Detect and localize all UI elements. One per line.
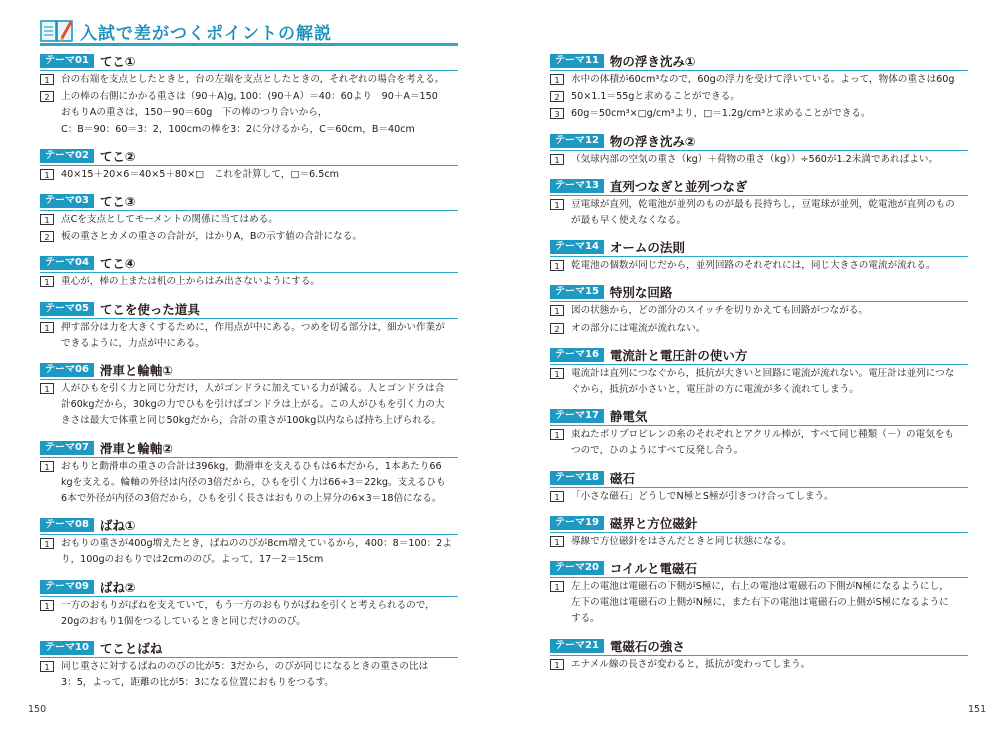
theme-title: 直列つなぎと並列つなぎ bbox=[609, 178, 748, 194]
question-number: 2 bbox=[40, 231, 54, 242]
answer-line: 一方のおもりがばねを支えていて，もう一方のおもりがばねを引くと考えられるので， bbox=[61, 599, 435, 611]
answer-text bbox=[61, 274, 458, 290]
theme-section bbox=[40, 147, 458, 183]
answer-text bbox=[571, 258, 968, 274]
theme-badge: テーマ14 bbox=[550, 240, 604, 254]
answer-text bbox=[571, 366, 968, 398]
theme-heading bbox=[550, 637, 968, 656]
theme-heading bbox=[40, 254, 458, 273]
answer-line: 導線で方位磁針をはさんだときと同じ状態になる。 bbox=[571, 535, 792, 547]
theme-heading bbox=[40, 300, 458, 319]
theme-title: 磁石 bbox=[609, 470, 635, 486]
theme-section bbox=[40, 578, 458, 630]
answer-line: エナメル線の長さが変わると，抵抗が変わってしまう。 bbox=[571, 658, 811, 670]
right-page bbox=[510, 0, 1000, 733]
answer-item bbox=[40, 212, 458, 228]
question-number: 1 bbox=[40, 169, 54, 180]
answer-text bbox=[61, 72, 458, 88]
theme-heading bbox=[550, 559, 968, 578]
answer-line: 乾電池の個数が同じだから，並列回路のそれぞれには，同じ大きさの電流が流れる。 bbox=[571, 260, 936, 272]
answer-text bbox=[571, 579, 968, 628]
theme-badge: テーマ01 bbox=[40, 54, 94, 68]
page-number: 151 bbox=[968, 704, 987, 715]
answer-line: 40×15＋20×6＝40×5＋80×□ これを計算して，□＝6.5cm bbox=[61, 168, 339, 180]
answer-line: 豆電球が直列，乾電池が並列のものが最も長持ちし，豆電球が並列，乾電池が直列のもの bbox=[571, 198, 955, 210]
answer-item bbox=[550, 303, 968, 319]
answer-text bbox=[571, 152, 968, 168]
answer-item bbox=[550, 72, 968, 88]
theme-badge: テーマ02 bbox=[40, 149, 94, 163]
answer-item bbox=[40, 229, 458, 245]
theme-section bbox=[40, 52, 458, 138]
theme-title: 電流計と電圧計の使い方 bbox=[609, 347, 748, 363]
answer-line: 3：5，よって，距離の比が5：3になる位置におもりをつるす。 bbox=[61, 677, 334, 689]
answer-item bbox=[550, 579, 968, 628]
theme-heading bbox=[40, 52, 458, 71]
answer-line: 上の棒の右側にかかる重さは（90＋A)g, 100：(90＋A）＝40：60より 90＋A＝150 bbox=[61, 91, 438, 103]
answer-line: 60g＝50cm³×□g/cm³より，□＝1.2g/cm³と求めることができる。 bbox=[571, 108, 871, 120]
theme-badge: テーマ10 bbox=[40, 641, 94, 655]
header-underline bbox=[40, 43, 458, 46]
theme-heading bbox=[550, 238, 968, 257]
question-number: 1 bbox=[550, 199, 564, 210]
theme-badge: テーマ07 bbox=[40, 441, 94, 455]
question-number: 2 bbox=[40, 91, 54, 102]
answer-line: つので，ひのようにすべて反発し合う。 bbox=[571, 445, 744, 457]
answer-line: 同じ重さに対するばねののびの比が5：3だから，のびが同じになるときの重さの比は bbox=[61, 661, 429, 673]
answer-text bbox=[571, 89, 968, 105]
question-number: 1 bbox=[550, 260, 564, 271]
answer-text bbox=[571, 657, 968, 673]
answer-text bbox=[571, 427, 968, 459]
answer-text bbox=[61, 459, 458, 508]
answer-line: 計60kgだから，30kgの力でひもを引けばゴンドラは上がる。この人がひもを引く力の大 bbox=[61, 399, 445, 411]
open-book-icon bbox=[40, 18, 74, 44]
question-number: 1 bbox=[40, 600, 54, 611]
answer-item bbox=[550, 321, 968, 337]
theme-badge: テーマ12 bbox=[550, 134, 604, 148]
answer-line: きさは最大で体重と同じ50kgだから，合計の重さが100kg以内ならば持ち上げられる。 bbox=[61, 415, 441, 427]
theme-heading bbox=[40, 192, 458, 211]
answer-line: 人がひもを引く力と同じ分だけ，人がゴンドラに加えている力が減る。人とゴンドラは合 bbox=[61, 383, 445, 395]
left-page bbox=[0, 0, 490, 733]
answer-line: 水中の体積が60cm³なので，60gの浮力を受けて浮いている。よって，物体の重さは60g bbox=[571, 74, 955, 85]
theme-badge: テーマ03 bbox=[40, 194, 94, 208]
theme-section bbox=[550, 177, 968, 229]
answer-text bbox=[61, 229, 458, 245]
question-number: 1 bbox=[550, 429, 564, 440]
theme-badge: テーマ18 bbox=[550, 471, 604, 485]
answer-item bbox=[550, 534, 968, 550]
answer-line: 電流計は直列につなぐから，抵抗が大きいと回路に電流が流れない。電圧計は並列につな bbox=[571, 367, 955, 379]
question-number: 1 bbox=[40, 74, 54, 85]
answer-text bbox=[571, 72, 968, 88]
answer-item bbox=[550, 106, 968, 122]
answer-item bbox=[550, 89, 968, 105]
question-number: 1 bbox=[40, 538, 54, 549]
theme-section bbox=[550, 637, 968, 673]
theme-heading bbox=[40, 439, 458, 458]
header-title: 入試で差がつくポイントの解説 bbox=[80, 23, 332, 44]
answer-item bbox=[40, 167, 458, 183]
answer-line: （気球内部の空気の重さ（kg）＋荷物の重さ（kg））÷560が1.2未満であればよい。 bbox=[571, 153, 939, 165]
answer-line: 左下の電池は電磁石の上側がN極に，また右下の電池は電磁石の上側がS極になるように bbox=[571, 597, 949, 609]
answer-item bbox=[40, 320, 458, 352]
answer-line: 台の右端を支点としたときと，台の左端を支点としたときの，それぞれの場合を考える。 bbox=[61, 74, 445, 85]
answer-item bbox=[550, 366, 968, 398]
question-number: 1 bbox=[550, 581, 564, 592]
answer-item bbox=[40, 381, 458, 430]
answer-item bbox=[40, 536, 458, 568]
answer-item bbox=[550, 427, 968, 459]
answer-line: おもりAの重さは，150－90＝60g 下の棒のつり合いから， bbox=[61, 107, 328, 119]
theme-badge: テーマ11 bbox=[550, 54, 604, 68]
answer-item bbox=[550, 152, 968, 168]
theme-section bbox=[40, 439, 458, 508]
theme-badge: テーマ04 bbox=[40, 256, 94, 270]
theme-badge: テーマ05 bbox=[40, 302, 94, 316]
answer-text bbox=[61, 212, 458, 228]
theme-title: てこ③ bbox=[99, 194, 136, 210]
theme-title: 静電気 bbox=[609, 409, 648, 425]
theme-badge: テーマ06 bbox=[40, 363, 94, 377]
theme-section bbox=[550, 559, 968, 628]
question-number: 1 bbox=[40, 214, 54, 225]
theme-heading bbox=[40, 147, 458, 166]
answer-text bbox=[571, 106, 968, 122]
question-number: 2 bbox=[550, 323, 564, 334]
answer-line: おもりと動滑車の重さの合計は396kg，動滑車を支えるひもは6本だから，1本あたり66 bbox=[61, 460, 442, 472]
theme-section bbox=[550, 132, 968, 168]
theme-heading bbox=[550, 469, 968, 488]
theme-section bbox=[40, 254, 458, 290]
theme-badge: テーマ08 bbox=[40, 518, 94, 532]
theme-badge: テーマ21 bbox=[550, 639, 604, 653]
theme-section bbox=[550, 514, 968, 550]
answer-line: 50×1.1＝55gと求めることができる。 bbox=[571, 91, 740, 103]
theme-heading bbox=[40, 639, 458, 658]
question-number: 1 bbox=[40, 383, 54, 394]
answer-text bbox=[571, 303, 968, 319]
theme-heading bbox=[40, 578, 458, 597]
theme-title: 滑車と輪軸① bbox=[99, 363, 174, 379]
answer-text bbox=[61, 659, 458, 691]
theme-badge: テーマ09 bbox=[40, 580, 94, 594]
theme-badge: テーマ13 bbox=[550, 179, 604, 193]
theme-title: 特別な回路 bbox=[609, 285, 673, 301]
theme-heading bbox=[550, 407, 968, 426]
theme-title: ばね② bbox=[99, 579, 136, 595]
question-number: 1 bbox=[550, 659, 564, 670]
question-number: 1 bbox=[40, 322, 54, 333]
answer-line: kgを支える。輪軸の外径は内径の3倍だから，ひもを引く力は66÷3＝22kg。支えるひも bbox=[61, 476, 446, 488]
question-number: 1 bbox=[40, 661, 54, 672]
theme-section bbox=[550, 407, 968, 459]
theme-heading bbox=[550, 132, 968, 151]
answer-text bbox=[61, 89, 458, 138]
answer-item bbox=[550, 489, 968, 505]
answer-line: C：B＝90：60＝3：2，100cmの棒を3：2に分けるから，C＝60cm，B＝40cm bbox=[61, 123, 415, 135]
theme-section bbox=[550, 238, 968, 274]
theme-title: 磁界と方位磁針 bbox=[609, 515, 698, 531]
question-number: 1 bbox=[550, 536, 564, 547]
theme-section bbox=[550, 469, 968, 505]
question-number: 2 bbox=[550, 91, 564, 102]
theme-section bbox=[40, 300, 458, 352]
question-number: 1 bbox=[550, 368, 564, 379]
answer-item bbox=[40, 89, 458, 138]
theme-section bbox=[550, 52, 968, 123]
theme-title: てこ① bbox=[99, 54, 136, 69]
answer-line: 「小さな磁石」どうしでN極とS極が引きつけ合ってしまう。 bbox=[571, 490, 834, 502]
theme-section bbox=[40, 361, 458, 430]
answer-line: オの部分には電流が流れない。 bbox=[571, 322, 706, 334]
answer-line: 重心が，棒の上または机の上からはみ出さないようにする。 bbox=[61, 276, 321, 288]
theme-title: てこを使った道具 bbox=[99, 301, 200, 317]
theme-title: ばね① bbox=[99, 518, 136, 534]
theme-title: 物の浮き沈み② bbox=[609, 133, 696, 149]
right-column bbox=[550, 52, 968, 682]
answer-line: ぐから，抵抗が小さいと，電圧計の方に電流が多く流れてしまう。 bbox=[571, 384, 859, 396]
theme-title: 物の浮き沈み① bbox=[609, 54, 696, 69]
theme-section bbox=[40, 516, 458, 568]
theme-heading bbox=[550, 52, 968, 71]
answer-item bbox=[40, 598, 458, 630]
answer-text bbox=[61, 167, 458, 183]
theme-title: てこ④ bbox=[99, 256, 136, 272]
answer-text bbox=[61, 381, 458, 430]
answer-text bbox=[61, 598, 458, 630]
theme-title: てこ② bbox=[99, 148, 136, 164]
theme-section bbox=[40, 192, 458, 245]
answer-line: り，100gのおもりでは2cmののび。よって，17－2＝15cm bbox=[61, 554, 324, 566]
answer-item bbox=[550, 657, 968, 673]
answer-line: おもりの重さが400g増えたとき，ばねののびが8cm増えているから，400：8＝100：2よ bbox=[61, 538, 452, 550]
answer-line: 図の状態から，どの部分のスイッチを切りかえても回路がつながる。 bbox=[571, 305, 869, 317]
theme-title: コイルと電磁石 bbox=[609, 561, 698, 577]
theme-title: てことばね bbox=[99, 641, 163, 657]
answer-line: 6本で外径が内径の3倍だから，ひもを引く長さはおもりの上昇分の6×3＝18倍になる。 bbox=[61, 493, 442, 505]
theme-badge: テーマ16 bbox=[550, 348, 604, 362]
answer-line: する。 bbox=[571, 613, 600, 625]
answer-text bbox=[571, 321, 968, 337]
theme-title: 滑車と輪軸② bbox=[99, 440, 174, 456]
answer-text bbox=[571, 197, 968, 229]
answer-line: 左上の電池は電磁石の下側がS極に，右上の電池は電磁石の下側がN極になるようにし， bbox=[571, 581, 949, 593]
answer-line: 点Cを支点としてモーメントの関係に当てはめる。 bbox=[61, 214, 278, 226]
question-number: 3 bbox=[550, 108, 564, 119]
theme-heading bbox=[550, 514, 968, 533]
question-number: 1 bbox=[550, 491, 564, 502]
theme-heading bbox=[550, 283, 968, 302]
question-number: 1 bbox=[40, 461, 54, 472]
theme-badge: テーマ20 bbox=[550, 561, 604, 575]
theme-heading bbox=[40, 516, 458, 535]
theme-section bbox=[40, 639, 458, 691]
theme-heading bbox=[550, 346, 968, 365]
answer-text bbox=[571, 489, 968, 505]
answer-item bbox=[40, 459, 458, 508]
answer-line: できるように，力点が中にある。 bbox=[61, 337, 205, 349]
answer-text bbox=[61, 320, 458, 352]
answer-line: が最も早く使えなくなる。 bbox=[571, 215, 687, 227]
answer-item bbox=[40, 274, 458, 290]
answer-line: 押す部分は力を大きくするために，作用点が中にある。つめを切る部分は，細かい作業が bbox=[61, 321, 445, 333]
theme-heading bbox=[40, 361, 458, 380]
answer-line: 20gのおもり1個をつるしているときと同じだけののび。 bbox=[61, 615, 306, 627]
theme-title: 電磁石の強さ bbox=[609, 638, 685, 654]
question-number: 1 bbox=[550, 154, 564, 165]
answer-item bbox=[550, 258, 968, 274]
question-number: 1 bbox=[550, 305, 564, 316]
theme-badge: テーマ17 bbox=[550, 409, 604, 423]
section-header bbox=[40, 18, 332, 44]
answer-text bbox=[571, 534, 968, 550]
theme-section bbox=[550, 283, 968, 336]
answer-line: 板の重さとカメの重さの合計が，はかりA，Bの示す値の合計になる。 bbox=[61, 231, 362, 243]
theme-heading bbox=[550, 177, 968, 196]
theme-section bbox=[550, 346, 968, 398]
answer-item bbox=[40, 659, 458, 691]
question-number: 1 bbox=[550, 74, 564, 85]
theme-badge: テーマ15 bbox=[550, 285, 604, 299]
answer-item bbox=[550, 197, 968, 229]
answer-text bbox=[61, 536, 458, 568]
theme-title: オームの法則 bbox=[609, 240, 685, 256]
question-number: 1 bbox=[40, 276, 54, 287]
left-column bbox=[40, 52, 458, 700]
answer-line: 束ねたポリプロピレンの糸のそれぞれとアクリル棒が，すべて同じ種類（－）の電気をも bbox=[571, 429, 955, 441]
page-number: 150 bbox=[28, 704, 47, 715]
theme-badge: テーマ19 bbox=[550, 516, 604, 530]
answer-item bbox=[40, 72, 458, 88]
